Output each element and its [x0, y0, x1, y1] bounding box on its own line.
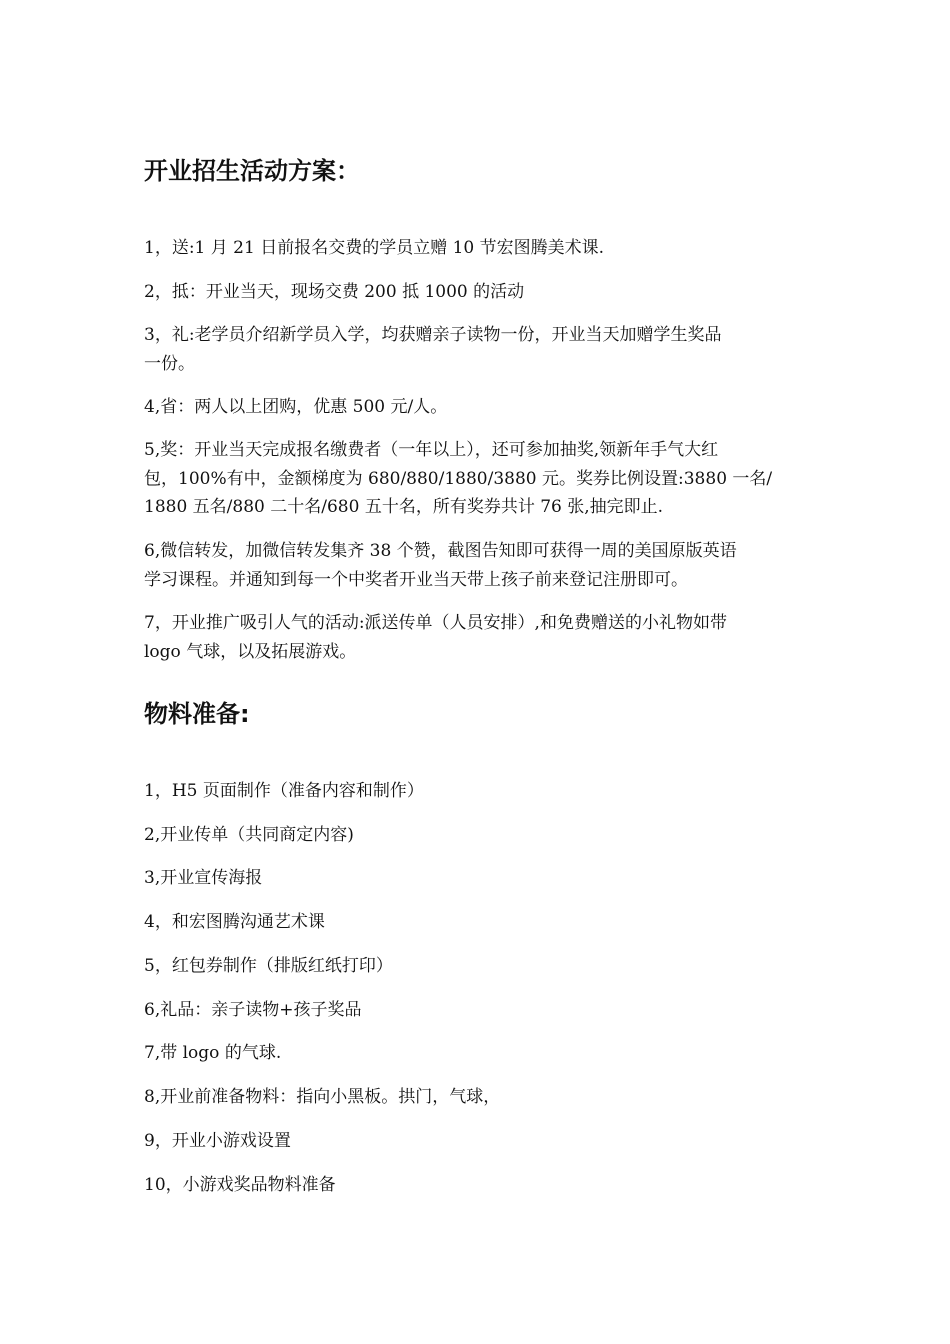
campaign-item [144, 321, 814, 378]
campaign-item [144, 436, 814, 522]
item-line: 1，送:1 月 21 日前报名交费的学员立赠 10 节宏图腾美术课. [144, 238, 605, 258]
item-line: 5，红包券制作（排版红纸打印） [144, 956, 393, 976]
item-line: 6,微信转发，加微信转发集齐 38 个赞，截图告知即可获得一周的美国原版英语 [144, 541, 737, 561]
item-line: 2，抵：开业当天，现场交费 200 抵 1000 的活动 [144, 282, 525, 302]
item-line: 4，和宏图腾沟通艺术课 [144, 912, 325, 932]
campaign-item [144, 234, 814, 263]
materials-item [144, 1171, 814, 1200]
item-line: 6,礼品：亲子读物+孩子奖品 [144, 1000, 362, 1020]
item-line: 3,开业宣传海报 [144, 868, 263, 888]
item-line: logo 气球，以及拓展游戏。 [144, 641, 357, 662]
item-line: 8,开业前准备物料：指向小黑板。拱门，气球， [144, 1087, 501, 1107]
materials-item [144, 1083, 814, 1112]
item-line: 2,开业传单（共同商定内容) [144, 825, 354, 845]
item-line: 7,带 logo 的气球. [144, 1043, 282, 1063]
materials-item [144, 821, 814, 850]
item-line: 4,省：两人以上团购，优惠 500 元/人。 [144, 397, 448, 417]
item-line: 学习课程。并通知到每一个中奖者开业当天带上孩子前来登记注册即可。 [144, 569, 688, 590]
campaign-item [144, 278, 814, 307]
materials-item [144, 952, 814, 981]
item-line: 9，开业小游戏设置 [144, 1131, 291, 1151]
item-line: 10，小游戏奖品物料准备 [144, 1175, 336, 1195]
materials-item [144, 864, 814, 893]
item-line: 包，100%有中，金额梯度为 680/880/1880/3880 元。奖券比例设置:3880 一名/ [144, 468, 773, 489]
section-heading-campaign: 开业招生活动方案： [144, 157, 360, 185]
materials-item [144, 1127, 814, 1156]
section-heading-materials: 物料准备: [144, 700, 250, 728]
item-line: 3，礼:老学员介绍新学员入学，均获赠亲子读物一份，开业当天加赠学生奖品 [144, 325, 722, 345]
item-line: 1880 五名/880 二十名/680 五十名，所有奖券共计 76 张,抽完即止. [144, 497, 664, 517]
materials-item [144, 996, 814, 1025]
campaign-item [144, 393, 814, 422]
item-line: 1，H5 页面制作（准备内容和制作） [144, 781, 424, 801]
item-line: 5,奖：开业当天完成报名缴费者（一年以上），还可参加抽奖,领新年手气大红 [144, 440, 719, 460]
campaign-item [144, 609, 814, 666]
item-line: 一份。 [144, 353, 195, 374]
materials-item [144, 1039, 814, 1068]
campaign-item [144, 537, 814, 594]
materials-item [144, 908, 814, 937]
materials-item [144, 777, 814, 806]
item-line: 7，开业推广吸引人气的活动:派送传单（人员安排）,和免费赠送的小礼物如带 [144, 613, 727, 633]
